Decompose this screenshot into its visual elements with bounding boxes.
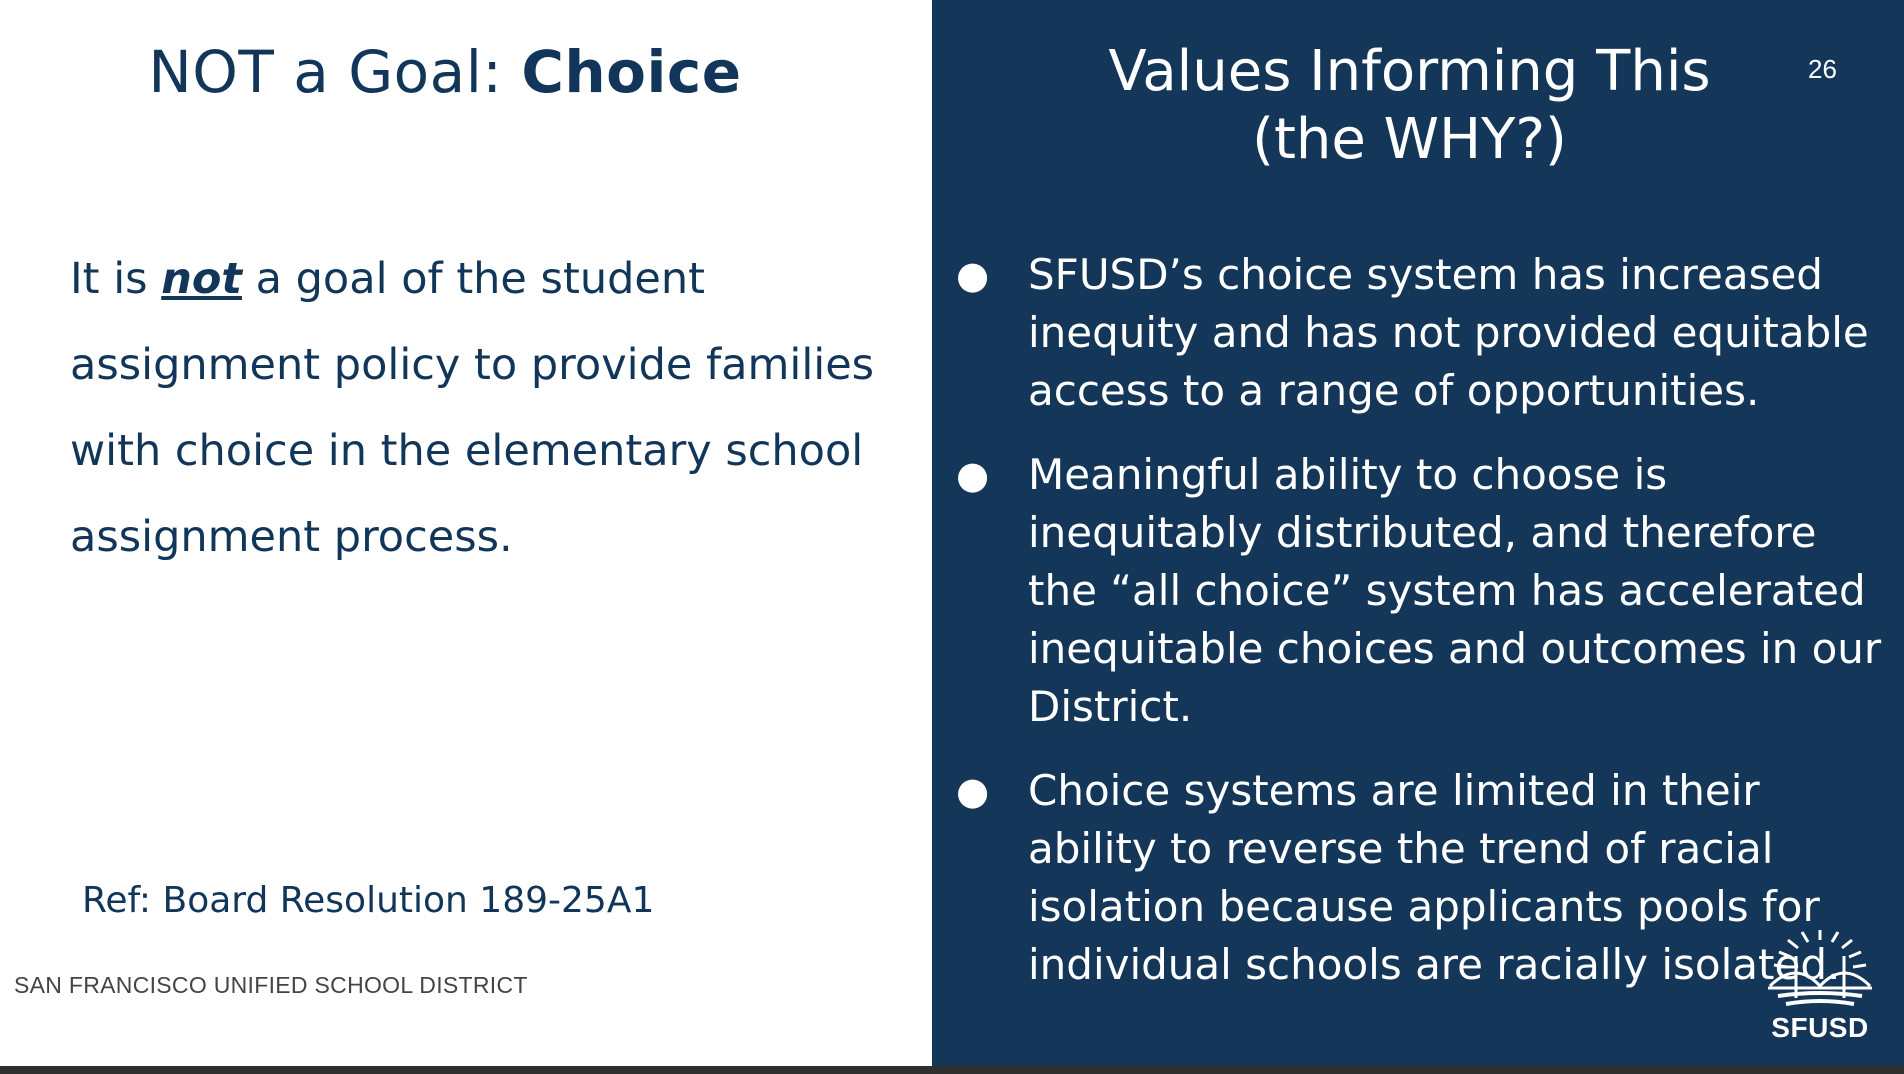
goal-statement <box>70 236 890 580</box>
list-item <box>932 246 1904 420</box>
logo-text: SFUSD <box>1771 1012 1869 1043</box>
goal-statement-emphasis: not <box>161 254 242 304</box>
bullet-icon: ● <box>956 769 990 813</box>
list-item-text: Choice systems are limited in their ability to reverse the trend of racial isolation because applicants pools for individual schools are racially isolated. <box>1028 766 1841 989</box>
golden-gate-bridge-icon <box>1760 930 1880 1014</box>
right-title <box>932 38 1887 174</box>
bullet-icon: ● <box>956 453 990 497</box>
list-item <box>932 446 1904 736</box>
goal-statement-pre: It is <box>70 254 162 304</box>
district-footer: SAN FRANCISCO UNIFIED SCHOOL DISTRICT <box>14 972 528 998</box>
right-title-line2: (the WHY?) <box>1252 107 1567 172</box>
right-panel <box>932 0 1904 1066</box>
list-item <box>932 762 1904 994</box>
right-title-line1: Values Informing This <box>1108 39 1711 104</box>
bottom-bar <box>0 1066 1904 1074</box>
title-prefix: NOT a Goal: <box>148 38 522 106</box>
page-number: 26 <box>1808 54 1837 84</box>
left-title <box>0 38 890 106</box>
bullet-icon: ● <box>956 253 990 297</box>
values-list <box>932 246 1904 1020</box>
board-resolution-reference: Ref: Board Resolution 189-25A1 <box>82 880 655 921</box>
goal-statement-post: a goal of the student assignment policy to provide families with choice in the elementary school assignment process. <box>70 254 875 562</box>
sfusd-logo <box>1760 930 1880 1050</box>
left-panel <box>0 0 932 1066</box>
list-item-text: Meaningful ability to choose is inequitably distributed, and therefore the “all choice” system has accelerated inequitable choices and outcomes in our District. <box>1028 450 1882 731</box>
list-item-text: SFUSD’s choice system has increased inequity and has not provided equitable access to a range of opportunities. <box>1028 250 1869 415</box>
title-bold: Choice <box>521 38 742 106</box>
